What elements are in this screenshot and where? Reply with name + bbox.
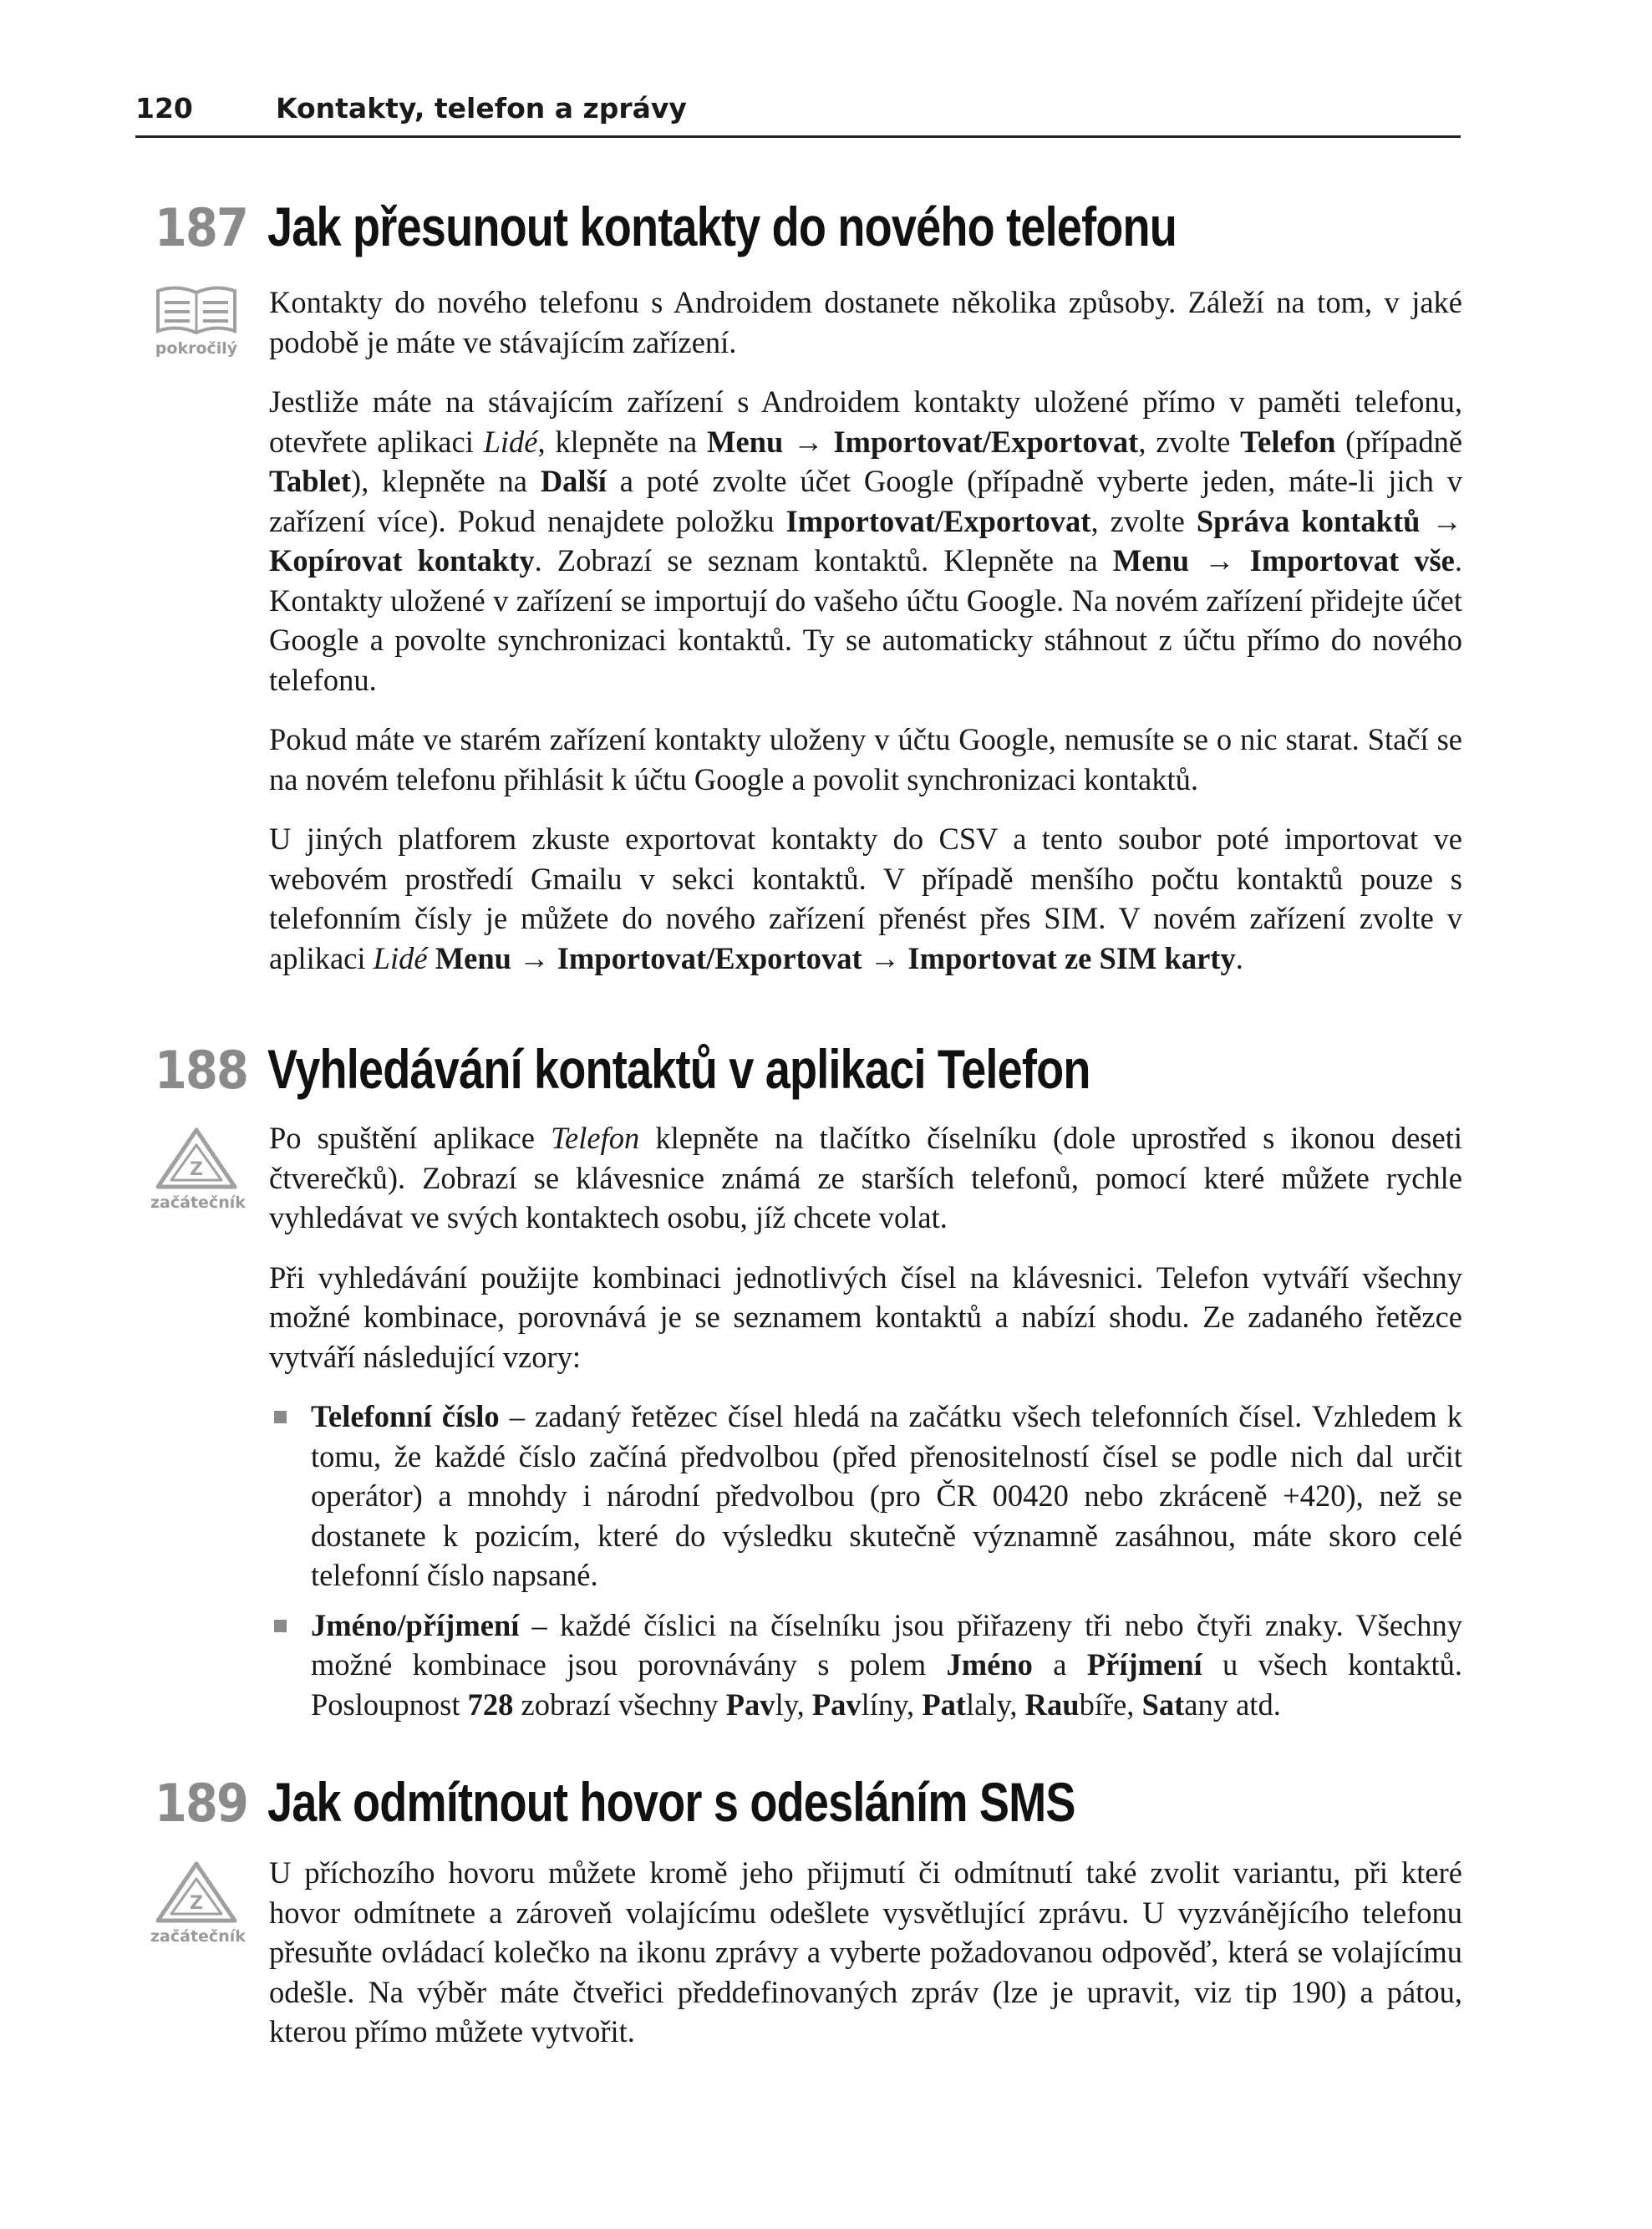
paragraph: Jestliže máte na stávajícím zařízení s Androidem kontakty uložené přímo v paměti telefonu, otevřete aplikaci Lidé, klepněte na Menu → Importovat/Exportovat, zvolte Telefon (případně Tablet), klepněte na Další a poté zvolte účet Google (případně vyberte jeden, máte-li jich v zařízení více). Pokud nenajdete položku Importovat/Exportovat, zvolte Správa kontaktů → Kopírovat kontakty. Zobrazí se seznam kontaktů. Klepněte na Menu → Importovat vše. Kontakty uložené v zařízení se importují do vašeho účtu Google. Na novém zařízení přidejte účet Google a povolte synchronizaci kontaktů. Ty se automaticky stáhnout z účtu přímo do nového telefonu. bbox=[269, 384, 1463, 697]
page-number: 120 bbox=[135, 92, 193, 125]
level-badge bbox=[150, 284, 242, 358]
level-badge bbox=[150, 1127, 246, 1212]
bullet-square-icon bbox=[274, 1411, 287, 1423]
tip-title: Jak odmítnout hovor s odesláním SMS bbox=[267, 1771, 1075, 1833]
tip-title: Jak přesunout kontakty do nového telefonu bbox=[267, 196, 1177, 257]
paragraph: Kontakty do nového telefonu s Androidem dostanete několika způsoby. Záleží na tom, v jaké podobě je máte ve stávajícím zařízení. bbox=[269, 285, 1462, 359]
paragraph: Při vyhledávání použijte kombinaci jednotlivých čísel na klávesnici. Telefon vytváří všechny možné kombinace, porovnává je se seznamem kontaktů a nabízí shodu. Ze zadaného řetězce vytváří následující vzory: bbox=[269, 1260, 1462, 1374]
paragraph: U jiných platforem zkuste exportovat kontakty do CSV a tento soubor poté importovat ve webovém prostředí Gmailu v sekci kontaktů. V případě menšího počtu kontaktů pouze s telefonním čísly je můžete do nového zařízení přenést přes SIM. V novém zařízení zvolte v aplikaci Lidé Menu → Importovat/Exportovat → Importovat ze SIM karty. bbox=[269, 822, 1462, 975]
tip-187-body bbox=[269, 282, 1462, 998]
list-item: Jméno/příjmení – každé číslici na číselníku jsou přiřazeny tři nebo čtyři znaky. Všechny možné kombinace jsou porovnávány s polem Jméno a Příjmení u všech kontaktů. Posloupnost 728 zobrazí všechny Pavly, Pavlíny, Patlaly, Raubíře, Satany atd. bbox=[269, 1606, 1462, 1725]
bullet-list bbox=[269, 1397, 1462, 1724]
level-badge bbox=[150, 1860, 246, 1946]
book-icon bbox=[155, 284, 238, 336]
paragraph: Po spuštění aplikace Telefon klepněte na tlačítko číselníku (dole uprostřed s ikonou deseti čtverečků). Zobrazí se klávesnice známá ze starších telefonů, pomocí které můžete rychle vyhledávat ve svých kontaktech osobu, jíž chcete volat. bbox=[269, 1121, 1462, 1234]
level-label: začátečník bbox=[150, 1193, 246, 1212]
tip-number: 187 bbox=[155, 197, 248, 258]
tip-188-body bbox=[269, 1118, 1462, 1734]
paragraph: Pokud máte ve starém zařízení kontakty uloženy v účtu Google, nemusíte se o nic starat. Stačí se na novém telefonu přihlásit k účtu Google a povolit synchronizaci kontaktů. bbox=[269, 722, 1462, 796]
tip-189-body bbox=[269, 1853, 1462, 2072]
level-label: začátečník bbox=[150, 1927, 246, 1946]
chapter-name: Kontakty, telefon a zprávy bbox=[276, 92, 687, 125]
bullet-square-icon bbox=[274, 1620, 287, 1632]
svg-text:Z: Z bbox=[190, 1159, 203, 1180]
level-label: pokročilý bbox=[155, 339, 238, 358]
tip-title: Vyhledávání kontaktů v aplikaci Telefon bbox=[267, 1038, 1090, 1100]
warning-triangle-z-icon bbox=[155, 1860, 238, 1924]
tip-number: 189 bbox=[155, 1773, 248, 1834]
list-item: Telefonní číslo – zadaný řetězec čísel hledá na začátku všech telefonních čísel. Vzhledem k tomu, že každé číslo začíná předvolbou (před přenositelností čísel se podle nich dal určit operátor) a mnohdy i národní předvolbou (pro ČR 00420 nebo zkráceně +420), než se dostanete k pozicím, které do výsledku skutečně významně zasáhnou, máte skoro celé telefonní číslo napsané. bbox=[269, 1397, 1462, 1595]
svg-text:Z: Z bbox=[190, 1893, 203, 1914]
running-header bbox=[135, 92, 1461, 138]
tip-number: 188 bbox=[155, 1040, 248, 1101]
paragraph: U příchozího hovoru můžete kromě jeho přijmutí či odmítnutí také zvolit variantu, při které hovor odmítnete a zároveň volajícímu odešlete vysvětlující zprávu. U vyzvánějícího telefonu přesuňte ovládací kolečko na ikonu zprávy a vyberte požadovanou odpověď, která se volajícímu odešle. Na výběr máte čtveřici předdefinovaných zpráv (lze je upravit, viz tip 190) a pátou, kterou přímo můžete vytvořit. bbox=[269, 1855, 1462, 2048]
warning-triangle-z-icon bbox=[155, 1127, 238, 1190]
